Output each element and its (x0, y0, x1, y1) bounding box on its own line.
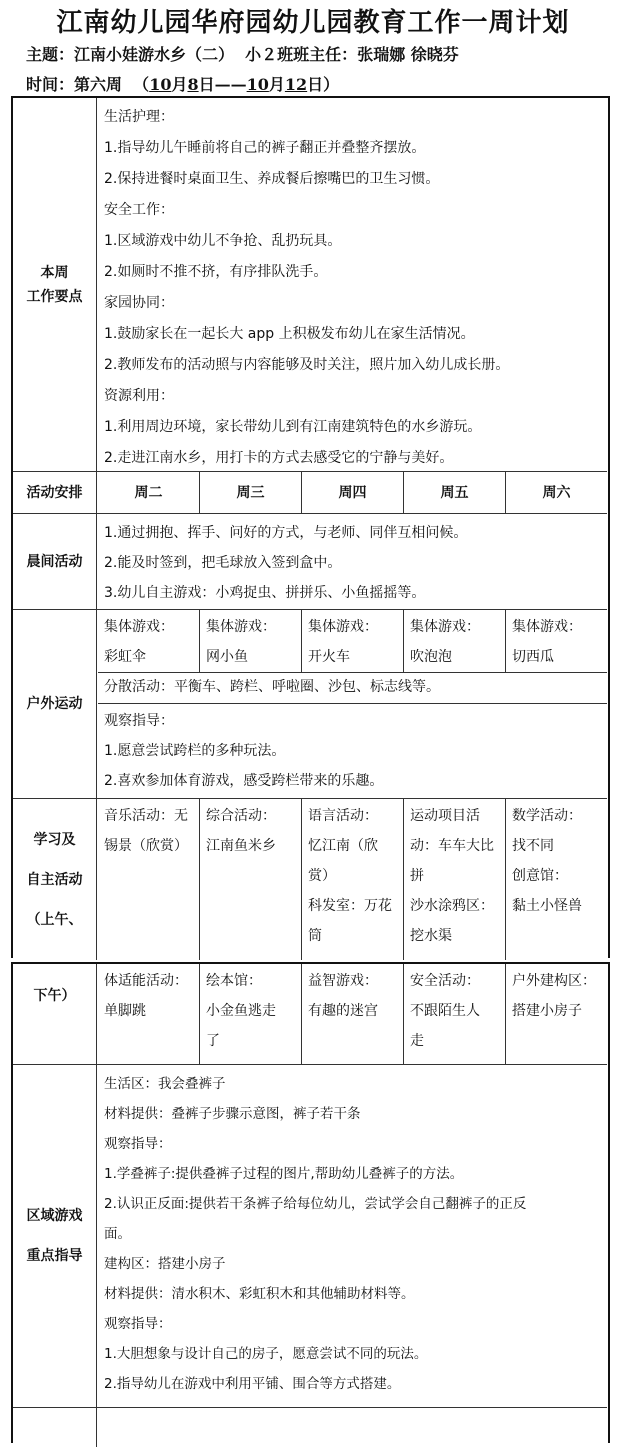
weekly-focus-label: 本周 工作要点 (13, 98, 97, 471)
theme-line (26, 42, 459, 65)
group-game-cell: 集体游戏： 切西瓜 (512, 619, 582, 665)
morning-activity-label: 晨间活动 (13, 514, 97, 609)
afternoon-cell: 安全活动： 不跟陌生人 走 (404, 964, 506, 1064)
afternoon-cell: 益智游戏： 有趣的迷宫 (302, 964, 404, 1064)
area-game-content: 生活区：我会叠裤子 材料提供：叠裤子步骤示意图，裤子若干条 观察指导： 1.学叠裤子:提供叠裤子过程的图片,帮助幼儿叠裤子的方法。 2.认识正反面:提供若干条裤子给每位幼儿，尝试学会自己翻裤子的正反 面。 建构区：搭建小房子 材料提供：清水积木、彩虹积木和其他辅助材料等。 观察指导： 1.大胆想象与设计自己的房子，愿意尝试不同的玩法。 2.指导幼儿在游戏中利用平铺、围合等方式搭建。 (104, 1076, 527, 1392)
group-game-cell: 集体游戏： 吹泡泡 (404, 610, 506, 672)
scatter-activity: 分散活动：平衡车、跨栏、呼啦圈、沙包、标志线等。 (98, 672, 607, 704)
day-header: 周四 (302, 472, 404, 513)
learning-activity-label: 学习及 自主活动 （上午、 (13, 799, 97, 960)
day-header: 周二 (98, 472, 200, 513)
weekly-focus-content: 生活护理： 1.指导幼儿午睡前将自己的裤子翻正并叠整齐摆放。 2.保持进餐时桌面卫生、养成餐后擦嘴巴的卫生习惯。 安全工作： 1.区域游戏中幼儿不争抢、乱扔玩具。 2.如厕时不推不挤，有序排队洗手。 家园协同： 1.鼓励家长在一起长大 app 上积极发布幼儿在家生活情况。 2.教师发布的活动照与内容能够及时关注，照片加入幼儿成长册。 资源利用： 1.利用周边环境，家长带幼儿到有江南建筑特色的水乡游玩。 2.走进江南水乡，用打卡的方式去感受它的宁静与美好。 (104, 109, 510, 466)
day-header: 周三 (200, 472, 302, 513)
time-label: 时间： (26, 75, 75, 94)
morning-activity-row (13, 513, 607, 609)
blank-row (13, 1407, 607, 1447)
learning-cell: 运动项目活 动：车车大比 拼 沙水涂鸦区： 挖水渠 (404, 799, 506, 960)
afternoon-activity-label: 下午） (13, 964, 97, 1064)
outdoor-observation: 观察指导： 1.愿意尝试跨栏的多种玩法。 2.喜欢参加体育游戏，感受跨栏带来的乐趣。 (104, 713, 384, 789)
day-header: 周五 (404, 472, 506, 513)
theme-label: 主题： (26, 45, 75, 64)
class-label: 小２班班主任： (245, 45, 358, 64)
morning-activity-content: 1.通过拥抱、挥手、问好的方式，与老师、同伴互相问候。 2.能及时签到，把毛球放入签到盒中。 3.幼儿自主游戏：小鸡捉虫、拼拼乐、小鱼摇摇等。 (104, 525, 468, 601)
learning-cell: 数学活动： 找不同 创意馆： 黏土小怪兽 (512, 808, 582, 914)
day-header: 周六 (542, 484, 571, 501)
teacher-names: 张瑞娜 徐晓芬 (357, 45, 459, 64)
plan-title: 江南幼儿园华府园幼儿园教育工作一周计划 (56, 8, 570, 38)
schedule-label: 活动安排 (13, 472, 97, 513)
group-game-cell: 集体游戏： 网小鱼 (200, 610, 302, 672)
outdoor-sport-label: 户外运动 (13, 610, 97, 798)
group-game-cell: 集体游戏： 彩虹伞 (98, 610, 200, 672)
afternoon-cell: 绘本馆： 小金鱼逃走 了 (200, 964, 302, 1064)
group-game-cell: 集体游戏： 开火车 (302, 610, 404, 672)
weekly-focus-row (13, 98, 607, 471)
afternoon-activity-row (13, 964, 607, 1064)
outdoor-sport-row (13, 609, 607, 798)
area-game-label: 区域游戏 重点指导 (13, 1065, 97, 1407)
blank-label-cell (13, 1408, 97, 1447)
time-line (26, 72, 339, 95)
learning-cell: 综合活动： 江南鱼米乡 (200, 799, 302, 960)
afternoon-cell: 户外建构区： 搭建小房子 (512, 973, 596, 1019)
learning-activity-row (13, 798, 607, 960)
plan-table-page-2 (11, 962, 610, 1443)
theme-value: 江南小娃游水乡（二） (74, 45, 235, 64)
afternoon-cell: 体适能活动： 单脚跳 (98, 964, 200, 1064)
date-range: （10月8日——10月12日） (133, 75, 340, 94)
learning-cell: 音乐活动：无 锡景（欣赏） (98, 799, 200, 960)
area-game-row (13, 1064, 607, 1407)
learning-cell: 语言活动： 忆江南（欣 赏） 科发室：万花 筒 (302, 799, 404, 960)
plan-table-page-1 (11, 96, 610, 958)
schedule-header-row (13, 471, 607, 513)
week-number: 第六周 (74, 75, 123, 94)
